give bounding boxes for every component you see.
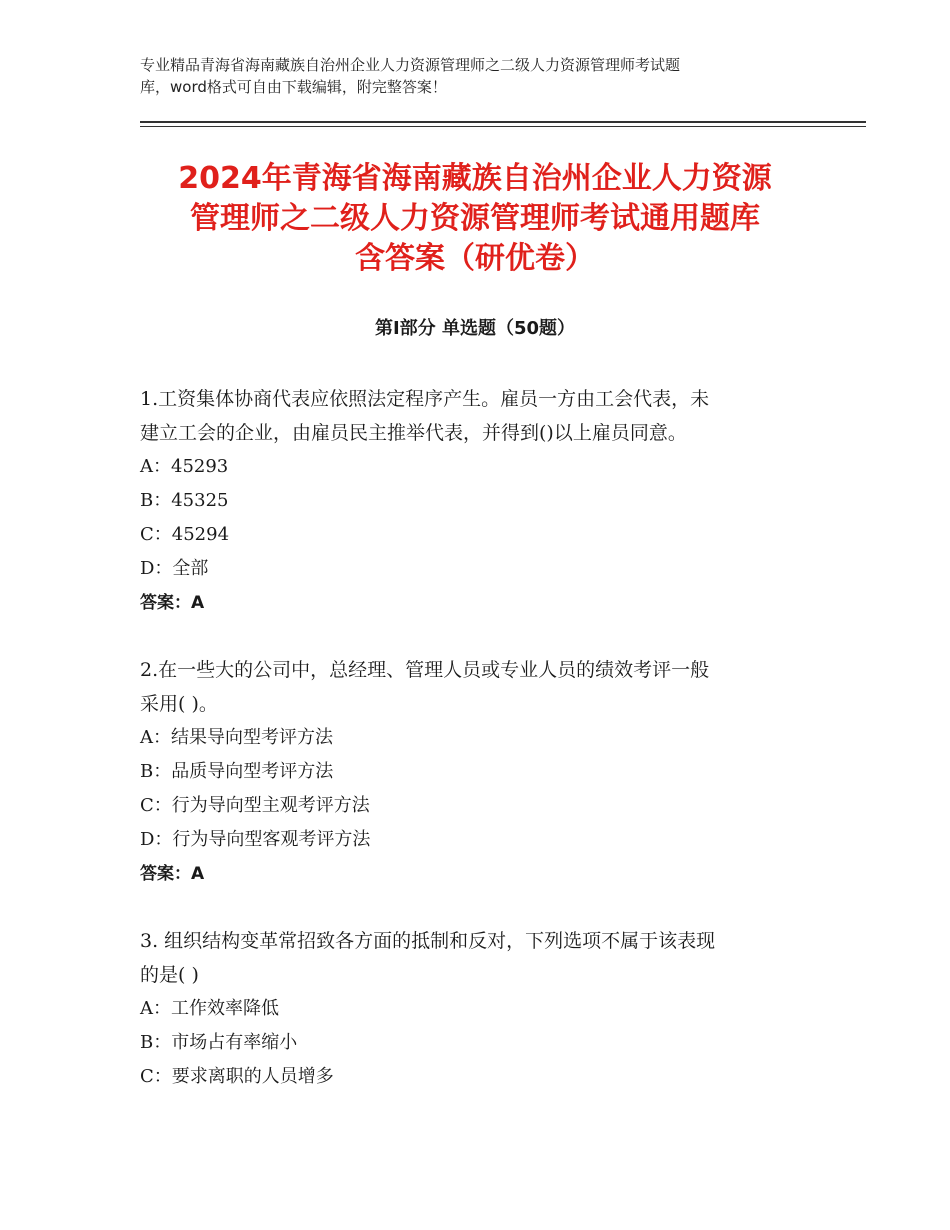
header-rule-thin bbox=[140, 126, 866, 127]
title-line-3: 含答案（研优卷） bbox=[355, 241, 595, 276]
question-1 bbox=[140, 382, 830, 620]
question-stem: 3. 组织结构变革常招致各方面的抵制和反对，下列选项不属于该表现 bbox=[140, 930, 716, 952]
option-b: B：品质导向型考评方法 bbox=[140, 761, 334, 782]
answer: 答案：A bbox=[140, 593, 205, 613]
page-header bbox=[140, 54, 830, 98]
header-rule-thick bbox=[140, 121, 866, 123]
option-a: A：结果导向型考评方法 bbox=[140, 727, 333, 748]
document-title bbox=[100, 159, 850, 279]
header-line-1: 专业精品青海省海南藏族自治州企业人力资源管理师之二级人力资源管理师考试题 bbox=[140, 56, 681, 74]
question-2 bbox=[140, 653, 830, 891]
question-stem: 2.在一些大的公司中，总经理、管理人员或专业人员的绩效考评一般 bbox=[140, 659, 710, 681]
option-d: D：行为导向型客观考评方法 bbox=[140, 829, 371, 850]
question-stem: 的是( ) bbox=[140, 964, 199, 986]
option-b: B：市场占有率缩小 bbox=[140, 1032, 298, 1053]
question-stem: 采用( )。 bbox=[140, 693, 218, 715]
question-stem: 1.工资集体协商代表应依照法定程序产生。雇员一方由工会代表，未 bbox=[140, 388, 710, 410]
title-line-2: 管理师之二级人力资源管理师考试通用题库 bbox=[190, 201, 760, 236]
section-heading: 第Ⅰ部分 单选题（50题） bbox=[374, 318, 575, 339]
option-c: C：行为导向型主观考评方法 bbox=[140, 795, 370, 816]
option-b: B：45325 bbox=[140, 490, 229, 511]
option-d: D：全部 bbox=[140, 558, 209, 579]
option-c: C：45294 bbox=[140, 524, 230, 545]
question-list bbox=[140, 382, 830, 1127]
option-a: A：45293 bbox=[140, 456, 229, 477]
header-line-2: 库，word格式可自由下载编辑，附完整答案！ bbox=[140, 78, 447, 96]
option-a: A：工作效率降低 bbox=[140, 998, 279, 1019]
question-3 bbox=[140, 924, 830, 1094]
question-stem: 建立工会的企业，由雇员民主推举代表，并得到()以上雇员同意。 bbox=[140, 422, 687, 444]
option-c: C：要求离职的人员增多 bbox=[140, 1066, 334, 1087]
title-line-1: 2024年青海省海南藏族自治州企业人力资源 bbox=[178, 161, 772, 196]
answer: 答案：A bbox=[140, 864, 205, 884]
